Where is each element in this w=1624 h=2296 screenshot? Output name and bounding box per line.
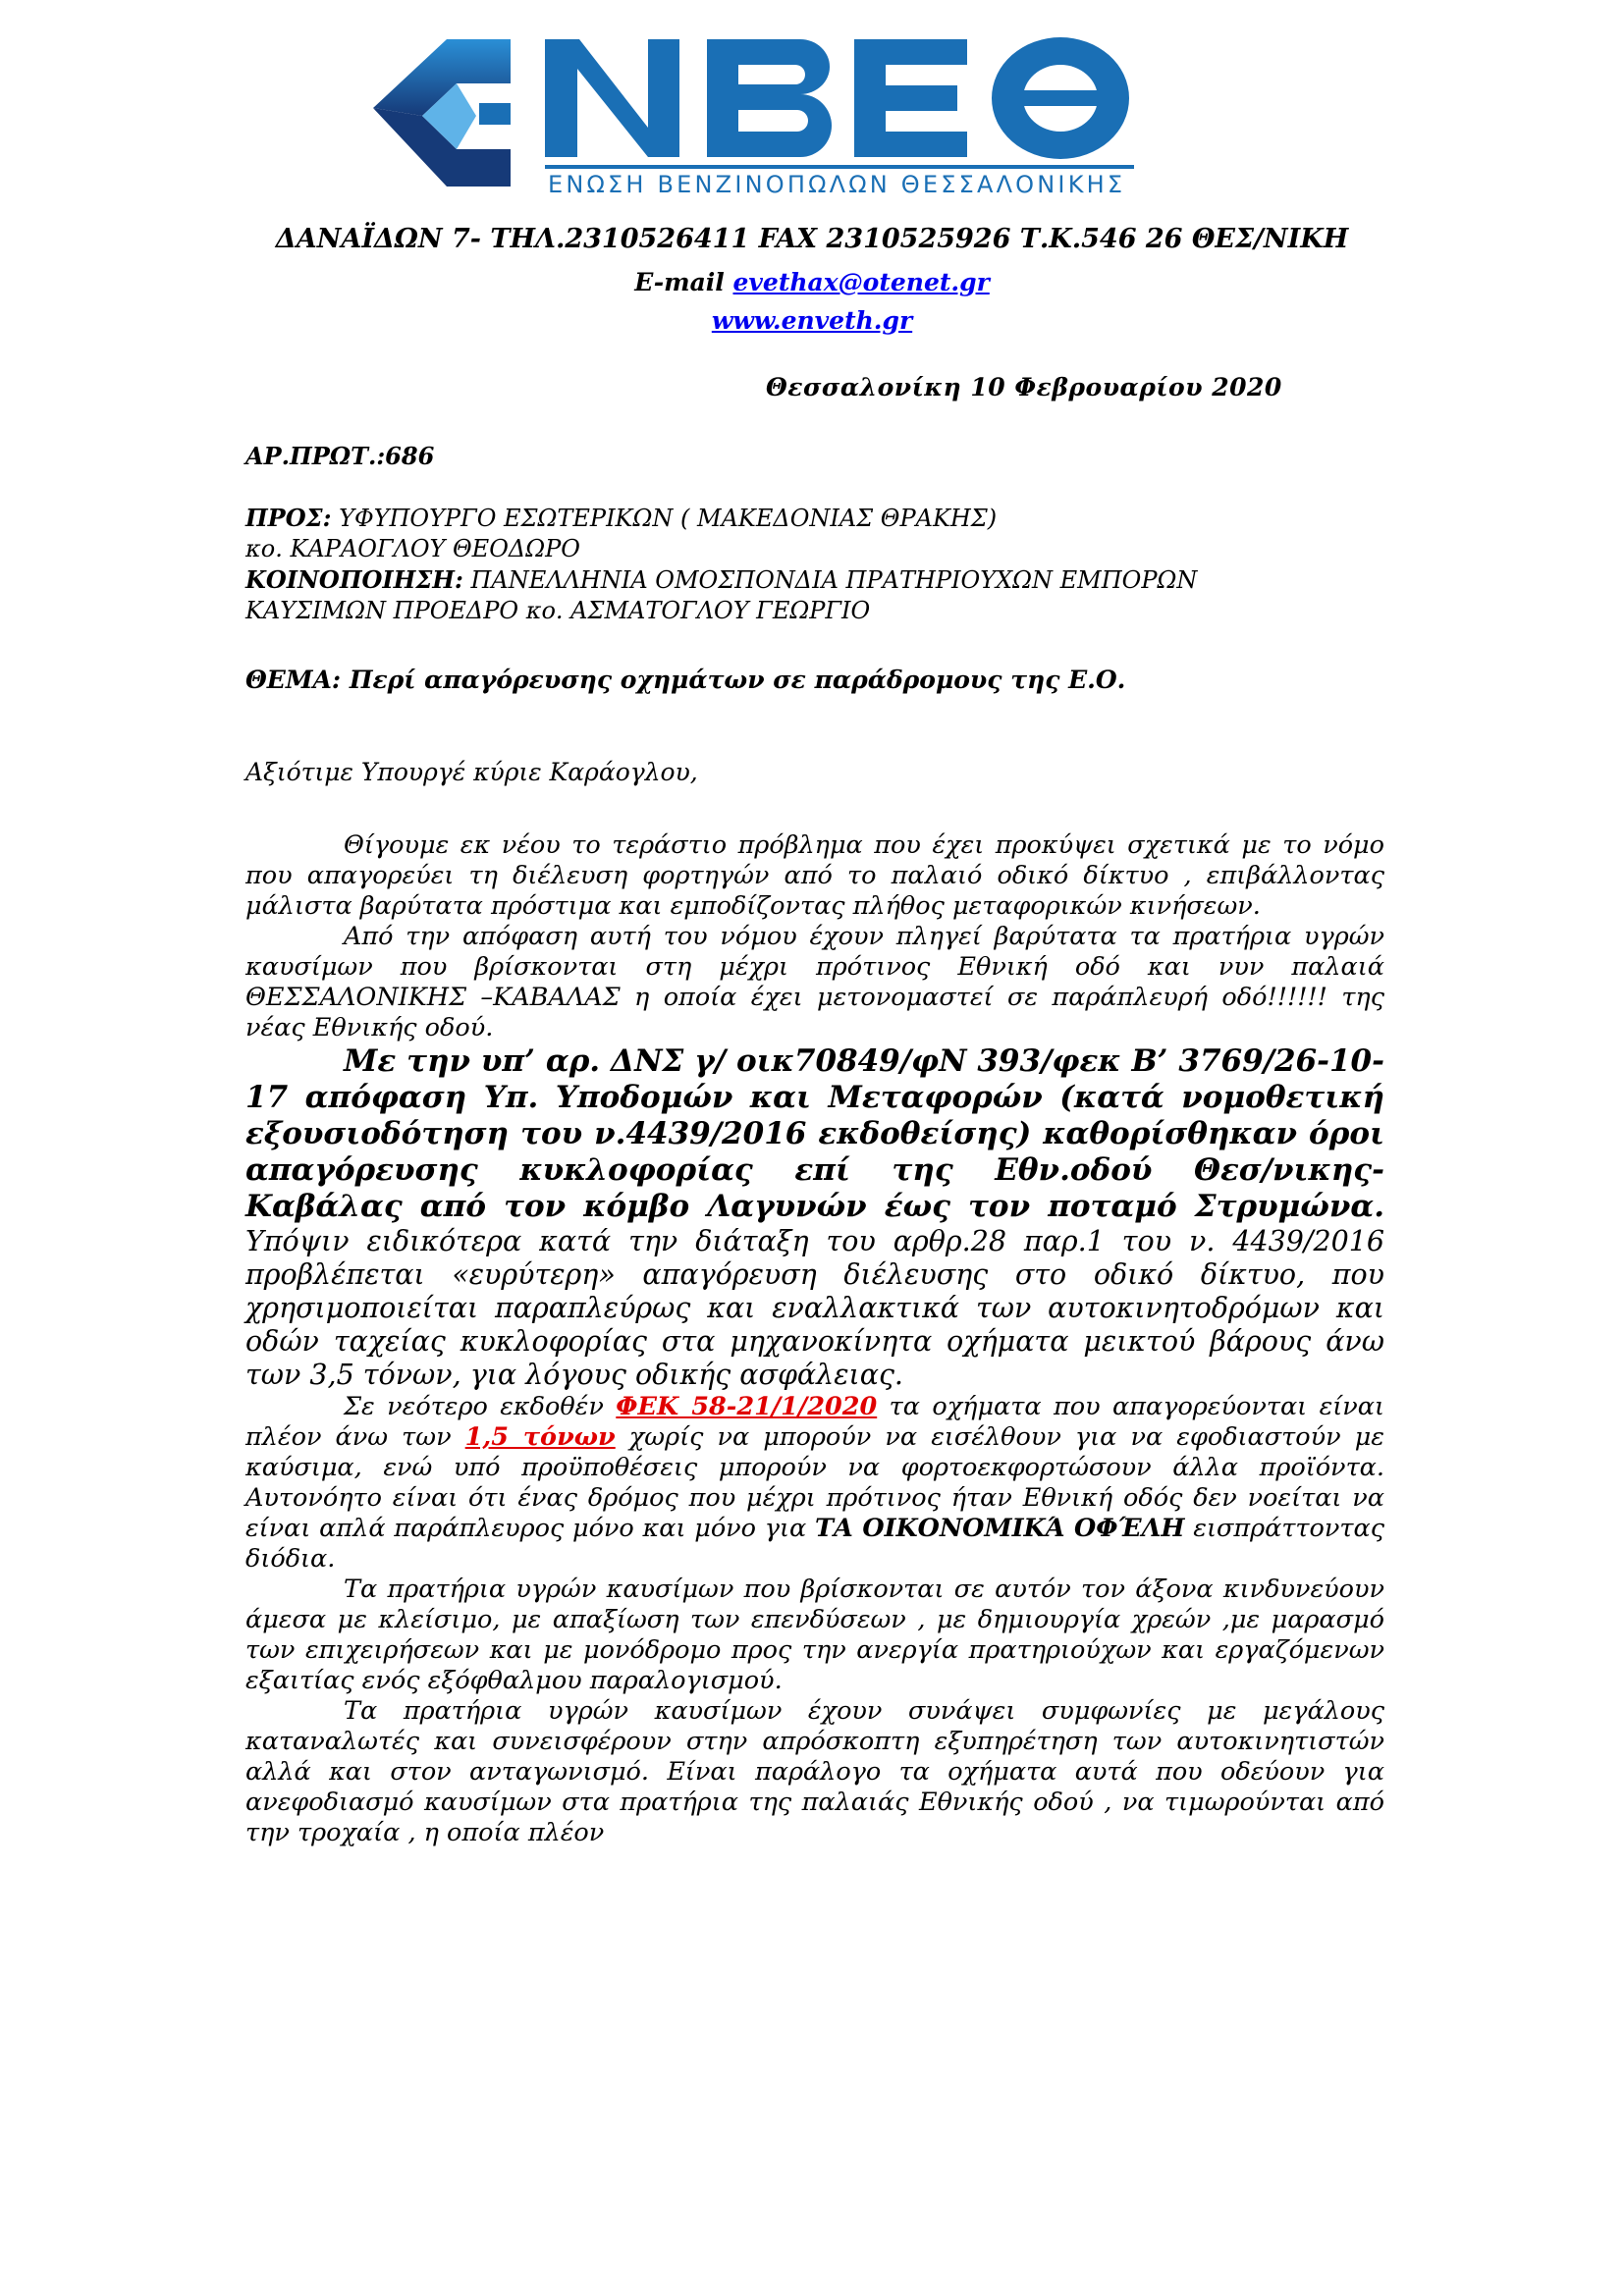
economic-benefits-emphasis: ΤΑ ΟΙΚΟΝΟΜΙΚΆ ΟΦΈΛΗ <box>815 1514 1185 1543</box>
letter-body <box>245 830 1384 1848</box>
email-label: E-mail <box>634 268 733 296</box>
letter-salutation: Αξιότιμε Υπουργέ κύριε Καράογλου, <box>245 758 698 786</box>
decision-reference: Με την υπ’ αρ. ΔΝΣ γ/ οικ70849/φΝ 393/φεκ Β’ 3769/26-10-17 απόφαση Υπ. Υποδομών και Μεταφορών (κατά νομοθετική εξουσιοδότηση του ν.4439/2016 εκδοθείσης) καθορίσθηκαν όροι απαγόρευσης κυκλοφορίας επί της Εθν.οδού Θεσ/νικης- Καβάλας από τον κόμβο Λαγυνών έως τον ποταμό Στρυμώνα. <box>245 1043 1384 1224</box>
email-link[interactable]: evethax@otenet.gr <box>732 268 990 296</box>
p4-part-a: Σε νεότερο εκδοθέν <box>344 1392 617 1421</box>
to-label: ΠΡΟΣ: <box>245 504 332 532</box>
cc-label: ΚΟΙΝΟΠΟΙΗΣΗ: <box>245 565 463 594</box>
body-paragraph-6: Τα πρατήρια υγρών καυσίμων έχουν συνάψει συμφωνίες με μεγάλους καταναλωτές και συνεισφέρουν στην απρόσκοπτη εξυπηρέτηση των αυτοκινητιστών αλλά και στον ανταγωνισμό. Είναι παράλογο τα οχήματα αυτά που οδεύουν για ανεφοδιασμό καυσίμων στα πρατήρια της παλαιάς Εθνικής οδού , να τιμωρούνται από την τροχαία , η οποία πλέον <box>245 1696 1384 1847</box>
recipient-to-line2: κο. ΚΑΡΑΟΓΛΟΥ ΘΕΟΔΩΡΟ <box>245 535 580 562</box>
protocol-number: ΑΡ.ΠΡΩΤ.:686 <box>245 442 435 470</box>
body-paragraph-4 <box>245 1392 1384 1575</box>
letterhead-website-line <box>0 306 1624 335</box>
letterhead-address: ΔΑΝΑΪΔΩΝ 7- ΤΗΛ.2310526411 FAX 2310525926 Τ.Κ.546 26 ΘΕΣ/ΝΙΚΗ <box>275 224 1349 254</box>
logo-emblem-icon <box>373 39 511 187</box>
tonnage-limit: 1,5 τόνων <box>464 1422 616 1452</box>
body-paragraph-1: Θίγουμε εκ νέου το τεράστιο πρόβλημα που έχει προκύψει σχετικά με το νόμο που απαγορεύει τη διέλευση φορτηγών από το παλαιό οδικό δίκτυο , επιβάλλοντας μάλιστα βαρύτατα πρόστιμα και εμποδίζοντας πλήθος μεταφορικών κινήσεων. <box>245 830 1384 921</box>
body-paragraph-5: Τα πρατήρια υγρών καυσίμων που βρίσκονται σε αυτόν τον άξονα κινδυνεύουν άμεσα με κλείσιμο, με απαξίωση των επενδύσεων , με δημιουργία χρεών ,με μαρασμό των επιχειρήσεων και με μονόδρομο προς την ανεργία πρατηριούχων και εργαζόμενων εξαιτίας ενός εξόφθαλμου παραλογισμού. <box>245 1575 1384 1695</box>
p4-part-c: χωρίς να μπορούν να εισέλθουν για να εφοδιαστούν με καύσιμα, ενώ υπό προϋποθέσεις μπορούν να φορτοεκφορτώσουν άλλα προϊόντα. Αυτονόητο είναι ότι ένας δρόμος που μέχρι πρότινος ήταν Εθνική οδός δεν νοείται να είναι απλά παράπλευρος μόνο και μόνο για <box>245 1422 1384 1543</box>
to-line1: ΥΦΥΠΟΥΡΓΟ ΕΣΩΤΕΡΙΚΩΝ ( ΜΑΚΕΔΟΝΙΑΣ ΘΡΑΚΗΣ) <box>331 505 998 532</box>
recipient-cc-line2: ΚΑΥΣΙΜΩΝ ΠΡΟΕΔΡΟ κο. ΑΣΜΑΤΟΓΛΟΥ ΓΕΩΡΓΙΟ <box>245 597 871 624</box>
enveth-logo <box>363 29 1286 196</box>
recipient-to-line <box>245 503 1384 534</box>
website-link[interactable]: www.enveth.gr <box>711 306 913 335</box>
body-paragraph-2: Από την απόφαση αυτή του νόμου έχουν πληγεί βαρύτατα τα πρατήρια υγρών καυσίμων που βρίσκονται στη μέχρι πρότινος Εθνική οδό και νυν παλαιά ΘΕΣΣΑΛΟΝΙΚΗΣ –ΚΑΒΑΛΑΣ η οποία έχει μετονομαστεί σε παράπλευρή οδό!!!!!! της νέας Εθνικής οδού. <box>245 922 1384 1042</box>
p4-part-d: εισπράττοντας διόδια. <box>245 1514 1384 1574</box>
fek-reference: ΦΕΚ 58-21/1/2020 <box>616 1392 878 1421</box>
p4-part-b: τα οχήματα που απαγορεύονται είναι πλέον άνω των <box>245 1392 1384 1452</box>
body-paragraph-3 <box>245 1043 1384 1392</box>
logo-subtitle: ΕΝΩΣΗ ΒΕΝΖΙΝΟΠΩΛΩΝ ΘΕΣΣΑΛΟΝΙΚΗΣ <box>548 171 1126 196</box>
body-paragraph-3-rest: Υπόψιν ειδικότερα κατά την διάταξη του αρθρ.28 παρ.1 του ν. 4439/2016 προβλέπεται «ευρύτερη» απαγόρευση διέλευσης στο οδικό δίκτυο, που χρησιμοποιείται παραπλεύρως και εναλλακτικά των αυτοκινητοδρόμων και οδών ταχείας κυκλοφορίας στα μηχανοκίνητα οχήματα μεικτού βάρους άνω των 3,5 τόνων, για λόγους οδικής ασφάλειας. <box>245 1225 1384 1391</box>
recipient-cc-line <box>245 564 1384 596</box>
recipients-block <box>245 503 1384 626</box>
letter-date: Θεσσαλονίκη 10 Φεβρουαρίου 2020 <box>766 373 1282 401</box>
letter-subject: ΘΕΜΑ: Περί απαγόρευσης οχημάτων σε παράδρομους της Ε.Ο. <box>245 666 1126 694</box>
cc-line1: ΠΑΝΕΛΛΗΝΙΑ ΟΜΟΣΠΟΝΔΙΑ ΠΡΑΤΗΡΙΟΥΧΩΝ ΕΜΠΟΡΩΝ <box>462 566 1198 594</box>
letterhead-email-line <box>0 268 1624 296</box>
